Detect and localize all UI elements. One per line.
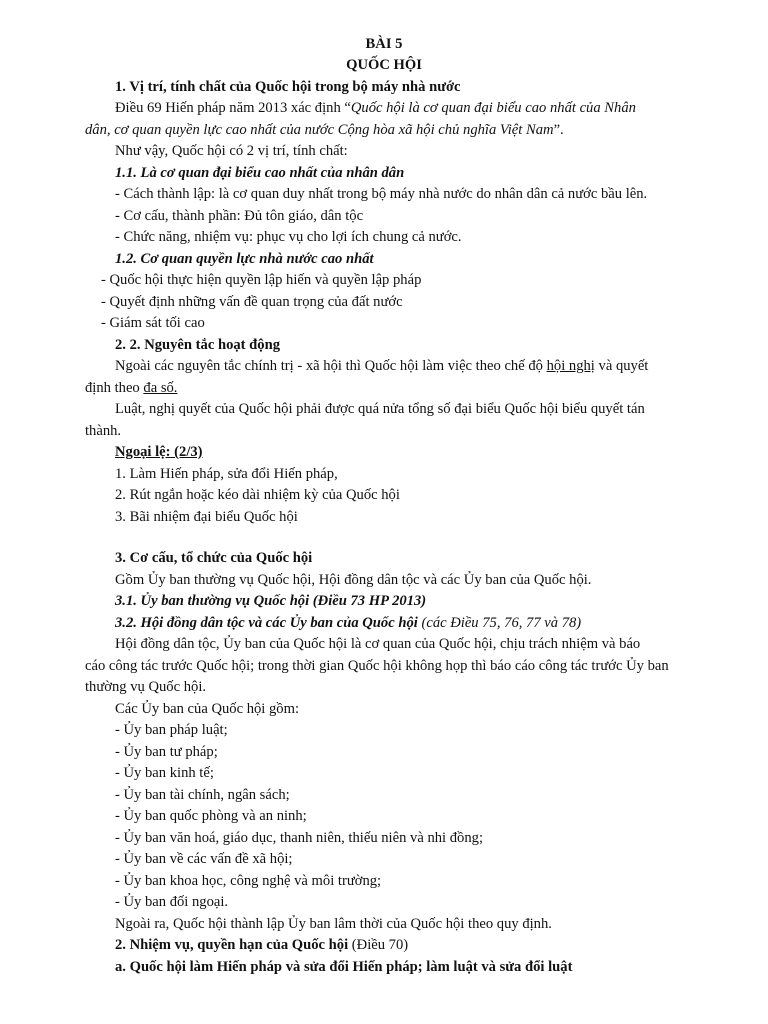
bullet-item: - Quốc hội thực hiện quyền lập hiến và quyền lập pháp xyxy=(101,272,422,288)
quote-run: Quốc hội là cơ quan đại biểu cao nhất của Nhân xyxy=(350,100,636,116)
bullet-item: - Giám sát tối cao xyxy=(101,315,205,331)
list-item: 3. Bãi nhiệm đại biểu Quốc hội xyxy=(115,509,298,525)
paragraph-voting-line-2: thành. xyxy=(85,423,122,439)
text-run: ”. xyxy=(553,122,564,138)
section-duties-heading xyxy=(115,935,408,955)
paragraph-structure: Gồm Ủy ban thường vụ Quốc hội, Hội đồng dân tộc và các Ủy ban của Quốc hội. xyxy=(115,572,592,588)
paragraph-committees-intro: Các Ủy ban của Quốc hội gồm: xyxy=(115,701,299,717)
heading-run: 3.2. Hội đồng dân tộc và các Ủy ban của Quốc hội xyxy=(115,615,418,631)
paragraph-temporary-committee: Ngoài ra, Quốc hội thành lập Ủy ban lâm thời của Quốc hội theo quy định. xyxy=(115,916,552,932)
heading-run: 2. Nhiệm vụ, quyền hạn của Quốc hội xyxy=(115,937,349,953)
text-run: Ngoài các nguyên tắc chính trị - xã hội thì Quốc hội làm việc theo chế độ xyxy=(115,358,543,374)
lesson-title: BÀI 5 xyxy=(365,36,403,52)
text-run: Điều 69 Hiến pháp năm 2013 xác định “ xyxy=(115,100,351,116)
subsection-1-1-heading: 1.1. Là cơ quan đại biểu cao nhất của nhân dân xyxy=(115,165,405,181)
committee-item: - Ủy ban đối ngoại. xyxy=(115,894,229,910)
section-1-heading: 1. Vị trí, tính chất của Quốc hội trong bộ máy nhà nước xyxy=(115,79,461,95)
text-run: và quyết xyxy=(598,358,649,374)
committee-item: - Ủy ban về các vấn đề xã hội; xyxy=(115,851,293,867)
bullet-item: - Cách thành lập: là cơ quan duy nhất trong bộ máy nhà nước do nhân dân cả nước bầu lên. xyxy=(115,186,648,202)
section-3-heading: 3. Cơ cấu, tổ chức của Quốc hội xyxy=(115,550,313,566)
committee-item: - Ủy ban pháp luật; xyxy=(115,722,228,738)
note-run: (các Điều 75, 76, 77 và 78) xyxy=(417,615,582,631)
list-item: 2. Rút ngắn hoặc kéo dài nhiệm kỳ của Quốc hội xyxy=(115,487,400,503)
section-2-heading: 2. 2. Nguyên tắc hoạt động xyxy=(115,337,281,353)
paragraph-council-line-1: Hội đồng dân tộc, Ủy ban của Quốc hội là cơ quan của Quốc hội, chịu trách nhiệm và báo xyxy=(115,636,641,652)
committee-item: - Ủy ban kinh tế; xyxy=(115,765,214,781)
committee-item: - Ủy ban quốc phòng và an ninh; xyxy=(115,808,307,824)
committee-item: - Ủy ban tư pháp; xyxy=(115,744,218,760)
exception-heading: Ngoại lệ: (2/3) xyxy=(115,444,203,460)
bullet-item: - Quyết định những vấn đề quan trọng của đất nước xyxy=(101,294,403,310)
text-run: định theo xyxy=(85,380,140,396)
committee-item: - Ủy ban tài chính, ngân sách; xyxy=(115,787,290,803)
paragraph-voting-line-1: Luật, nghị quyết của Quốc hội phải được quá nửa tổng số đại biểu Quốc hội biểu quyết tán xyxy=(115,401,645,417)
paragraph-council-line-2: cáo công tác trước Quốc hội; trong thời gian Quốc hội không họp thì báo cáo công tác trước Ủy ban xyxy=(85,658,669,674)
underlined-run: hội nghị xyxy=(546,358,595,374)
quote-run: dân, cơ quan quyền lực cao nhất của nước Cộng hòa xã hội chủ nghĩa Việt Nam xyxy=(85,122,554,138)
note-run: (Điều 70) xyxy=(348,937,409,953)
lesson-subtitle: QUỐC HỘI xyxy=(346,57,422,73)
paragraph-principles-line-1 xyxy=(115,356,648,376)
subsection-3-1-heading: 3.1. Ủy ban thường vụ Quốc hội (Điều 73 HP 2013) xyxy=(115,593,427,609)
committee-item: - Ủy ban văn hoá, giáo dục, thanh niên, thiếu niên và nhi đồng; xyxy=(115,830,484,846)
paragraph-council-line-3: thường vụ Quốc hội. xyxy=(85,679,207,695)
subsection-1-2-heading: 1.2. Cơ quan quyền lực nhà nước cao nhất xyxy=(115,251,374,267)
committee-item: - Ủy ban khoa học, công nghệ và môi trường; xyxy=(115,873,382,889)
paragraph-summary: Như vậy, Quốc hội có 2 vị trí, tính chất: xyxy=(115,143,348,159)
underlined-run: đa số. xyxy=(143,380,178,396)
bullet-item: - Chức năng, nhiệm vụ: phục vụ cho lợi ích chung cả nước. xyxy=(115,229,462,245)
paragraph-principles-line-2 xyxy=(85,378,177,398)
subsection-3-2-heading xyxy=(115,613,581,633)
subsection-a-heading: a. Quốc hội làm Hiến pháp và sửa đổi Hiến pháp; làm luật và sửa đổi luật xyxy=(115,959,573,975)
list-item: 1. Làm Hiến pháp, sửa đổi Hiến pháp, xyxy=(115,466,338,482)
bullet-item: - Cơ cấu, thành phần: Đủ tôn giáo, dân tộc xyxy=(115,208,364,224)
paragraph-article-69-line-1 xyxy=(115,98,636,118)
paragraph-article-69-line-2 xyxy=(85,120,564,140)
